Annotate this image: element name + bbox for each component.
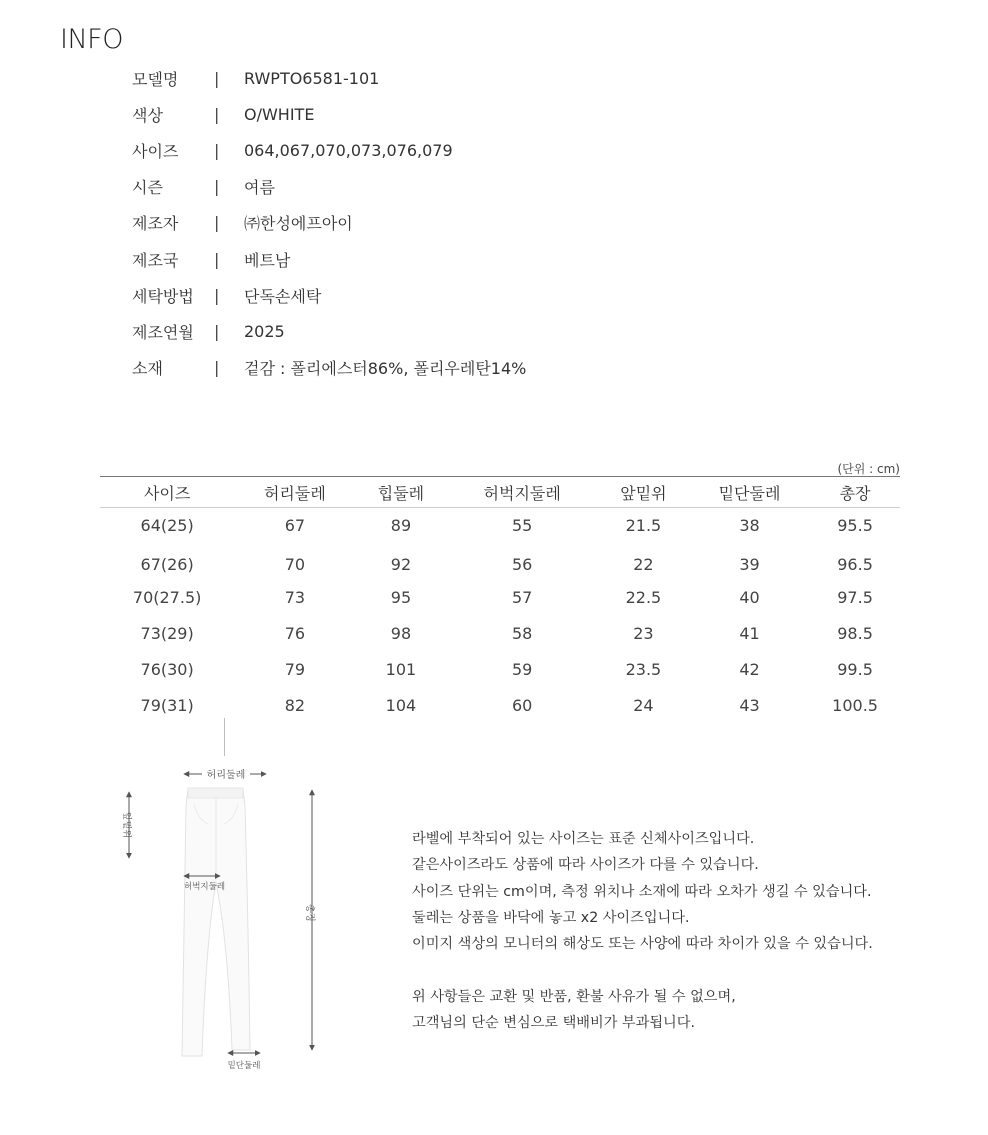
waist-label: 허리둘레 xyxy=(206,770,246,781)
size-cell: 58 xyxy=(512,624,533,643)
size-cell: 70(27.5) xyxy=(132,588,202,607)
size-row xyxy=(100,508,900,544)
size-cell: 60 xyxy=(512,696,533,715)
front-rise-label: 앞밑위 xyxy=(121,812,131,839)
size-cell: 64(25) xyxy=(140,516,194,536)
size-cell: 67 xyxy=(284,516,306,536)
info-value: 베트남 xyxy=(244,250,291,270)
length-label: 총장 xyxy=(304,904,315,923)
info-value: O/WHITE xyxy=(244,104,315,124)
product-info-list xyxy=(132,60,832,386)
size-table xyxy=(100,476,900,724)
info-row-color xyxy=(132,96,832,132)
info-label: 제조연월 xyxy=(132,322,194,342)
size-cell: 95.5 xyxy=(837,516,873,536)
size-cell: 76(30) xyxy=(140,660,194,679)
size-cell: 42 xyxy=(739,660,760,679)
size-cell: 67(26) xyxy=(140,555,194,574)
unit-note: (단위 : cm) xyxy=(837,462,900,476)
col-header-waist: 허리둘레 xyxy=(234,477,355,508)
size-cell: 101 xyxy=(385,660,417,679)
info-row-manufacture-date xyxy=(132,313,832,349)
info-row-manufacturer xyxy=(132,205,832,241)
info-label: 모델명 xyxy=(132,69,179,89)
size-cell: 22 xyxy=(633,555,654,574)
col-header-front-rise: 앞밑위 xyxy=(598,477,689,508)
size-cell: 98 xyxy=(390,624,412,643)
note-line: 이미지 색상의 모니터의 해상도 또는 사양에 따라 차이가 있을 수 있습니다. xyxy=(412,936,873,953)
info-separator: | xyxy=(214,321,220,341)
size-cell: 21.5 xyxy=(625,516,662,536)
info-label: 시즌 xyxy=(132,178,163,198)
info-row-washing xyxy=(132,277,832,313)
pants-image xyxy=(182,788,250,1056)
divider-line xyxy=(224,718,225,756)
info-separator: | xyxy=(214,140,220,160)
size-cell: 82 xyxy=(284,696,306,715)
col-header-hem: 밑단둘레 xyxy=(689,477,810,508)
size-cell: 38 xyxy=(739,516,760,536)
info-row-season xyxy=(132,169,832,205)
info-label: 소재 xyxy=(132,359,163,379)
size-cell: 97.5 xyxy=(837,588,873,607)
col-header-length: 총장 xyxy=(810,477,900,508)
size-cell: 100.5 xyxy=(832,696,878,715)
size-cell: 79(31) xyxy=(140,696,194,715)
note-line: 같은사이즈라도 상품에 따라 사이즈가 다를 수 있습니다. xyxy=(412,857,759,874)
size-cell: 92 xyxy=(390,555,412,574)
info-label: 사이즈 xyxy=(132,141,179,161)
size-cell: 99.5 xyxy=(837,660,873,679)
size-cell: 98.5 xyxy=(837,624,873,643)
size-table-header xyxy=(100,477,900,508)
size-cell: 22.5 xyxy=(625,588,662,607)
pants-measurement-diagram xyxy=(118,762,338,1080)
size-cell: 89 xyxy=(390,516,412,536)
note-line: 둘레는 상품을 바닥에 놓고 x2 사이즈입니다. xyxy=(412,909,690,926)
size-cell: 56 xyxy=(512,555,533,574)
size-cell: 79 xyxy=(284,660,306,679)
size-cell: 41 xyxy=(739,624,760,643)
hem-label: 밑단둘레 xyxy=(227,1061,261,1071)
info-label: 제조국 xyxy=(132,250,179,270)
hem-measure xyxy=(228,1053,261,1071)
size-notes xyxy=(412,826,972,1036)
info-row-material xyxy=(132,350,832,386)
info-value: 2025 xyxy=(244,321,285,341)
size-cell: 55 xyxy=(512,516,533,536)
size-cell: 57 xyxy=(512,588,533,607)
col-header-size: 사이즈 xyxy=(100,477,234,508)
info-value: 064,067,070,073,076,079 xyxy=(244,140,453,160)
size-cell: 23 xyxy=(633,624,654,643)
waist-measure xyxy=(184,768,266,781)
size-cell: 40 xyxy=(739,588,760,607)
size-cell: 43 xyxy=(739,696,760,715)
note-line: 위 사항들은 교환 및 반품, 환불 사유가 될 수 없으며, xyxy=(412,988,736,1005)
info-label: 제조자 xyxy=(132,214,179,234)
info-separator: | xyxy=(214,358,220,378)
note-line: 고객님의 단순 변심으로 택배비가 부과됩니다. xyxy=(412,1015,695,1032)
size-table-body xyxy=(100,508,900,724)
size-cell: 70 xyxy=(284,555,306,574)
info-value: 여름 xyxy=(244,178,275,198)
size-row xyxy=(100,688,900,724)
size-cell: 23.5 xyxy=(625,660,662,679)
info-separator: | xyxy=(214,68,220,88)
size-cell: 39 xyxy=(739,555,760,574)
info-label: 세탁방법 xyxy=(132,286,194,306)
info-heading: INFO xyxy=(60,24,123,55)
size-cell: 95 xyxy=(390,588,412,607)
info-separator: | xyxy=(214,177,220,197)
col-header-hip: 힙둘레 xyxy=(355,477,446,508)
front-rise-measure xyxy=(121,792,133,858)
size-cell: 73 xyxy=(284,588,306,607)
size-row xyxy=(100,652,900,688)
info-row-model xyxy=(132,60,832,96)
size-cell: 96.5 xyxy=(837,555,873,574)
size-row xyxy=(100,580,900,616)
col-header-thigh: 허벅지둘레 xyxy=(446,477,598,508)
size-row xyxy=(100,544,900,580)
info-value: ㈜한성에프아이 xyxy=(244,214,353,234)
size-cell: 104 xyxy=(385,696,417,715)
thigh-label: 허벅지둘레 xyxy=(184,882,226,892)
length-measure xyxy=(304,790,316,1050)
info-label: 색상 xyxy=(132,105,163,125)
info-value: 겉감 : 폴리에스터86%, 폴리우레탄14% xyxy=(244,359,527,379)
note-line: 사이즈 단위는 cm이며, 측정 위치나 소재에 따라 오차가 생길 수 있습니다. xyxy=(412,883,872,900)
info-row-size xyxy=(132,132,832,168)
info-separator: | xyxy=(214,285,220,305)
info-row-country xyxy=(132,241,832,277)
size-cell: 76 xyxy=(284,624,306,643)
info-separator: | xyxy=(214,249,220,269)
size-cell: 73(29) xyxy=(140,624,194,643)
size-row xyxy=(100,616,900,652)
note-line: 라벨에 부착되어 있는 사이즈는 표준 신체사이즈입니다. xyxy=(412,831,755,847)
size-cell: 24 xyxy=(633,696,654,715)
info-separator: | xyxy=(214,213,220,233)
info-value: RWPTO6581-101 xyxy=(244,68,380,88)
info-value: 단독손세탁 xyxy=(244,286,322,306)
info-separator: | xyxy=(214,104,220,124)
size-cell: 59 xyxy=(512,660,533,679)
